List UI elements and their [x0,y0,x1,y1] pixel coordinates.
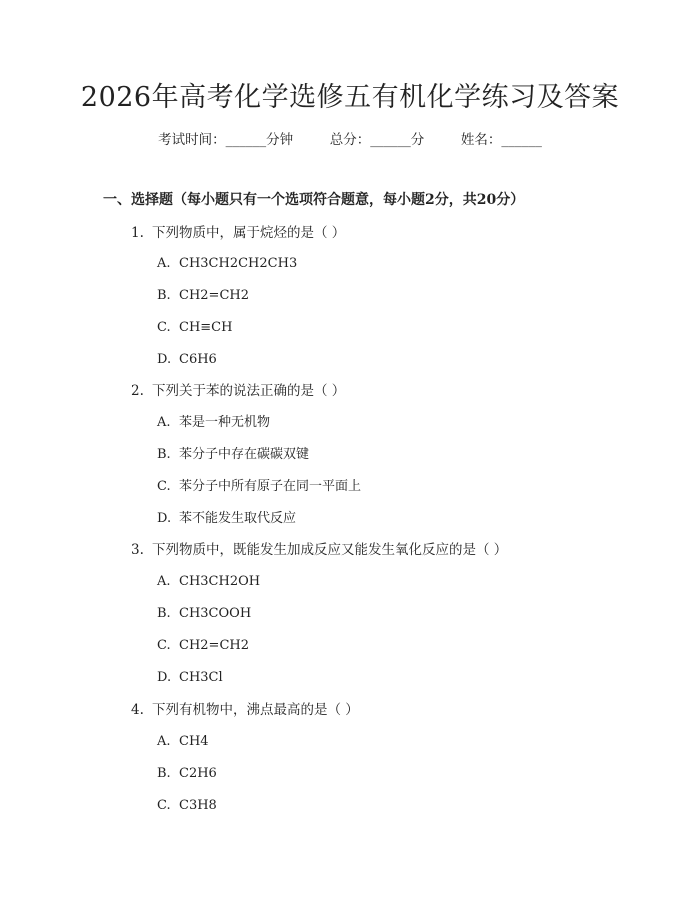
option-item [157,604,251,624]
option-item [157,445,309,465]
option-text: 苯是一种无机物 [179,415,271,430]
option-text: CH3COOH [179,606,252,621]
option-letter: D. [157,670,172,685]
option-letter: B. [157,766,171,781]
question-text: 下列物质中，既能发生加成反应又能发生氧化反应的是（ ） [152,542,508,558]
option-item [157,668,223,688]
option-item [157,764,217,784]
question-4 [131,700,359,720]
option-item [157,318,232,338]
score-unit: 分 [410,132,425,148]
option-letter: C. [157,638,171,653]
page-title: 2026年高考化学选修五有机化学练习及答案 [80,82,620,113]
question-text: 下列有机物中，沸点最高的是（ ） [152,702,359,718]
option-letter: B. [157,288,171,303]
option-letter: C. [157,479,171,494]
option-text: 苯分子中所有原子在同一平面上 [179,479,362,494]
option-letter: A. [157,415,171,430]
option-letter: B. [157,447,171,462]
question-text: 下列关于苯的说法正确的是（ ） [152,383,346,399]
score-blank: ______ [370,132,411,148]
option-text: C6H6 [179,352,217,367]
option-letter: A. [157,734,171,749]
option-letter: C. [157,320,171,335]
option-text: CH3CH2OH [179,574,261,589]
option-item [157,732,209,752]
name-label: 姓名： [460,132,502,148]
question-1 [131,223,345,243]
time-blank: ______ [225,132,267,148]
option-text: CH2=CH2 [179,288,250,303]
option-item [157,350,217,370]
option-letter: C. [157,798,171,813]
time-label: 考试时间： [158,132,226,148]
section-heading: 一、选择题（每小题只有一个选项符合题意，每小题2分，共20分） [103,192,525,208]
option-item [157,413,270,433]
question-number: 2. [131,383,144,399]
option-letter: D. [157,511,172,526]
option-letter: A. [157,256,171,271]
score-label: 总分： [329,132,371,148]
option-text: CH3CH2CH2CH3 [179,256,298,271]
option-item [157,477,361,497]
option-text: 苯不能发生取代反应 [179,511,297,526]
option-text: CH3Cl [179,670,223,685]
option-text: CH4 [179,734,209,749]
question-number: 1. [131,225,144,241]
option-item [157,636,249,656]
option-text: CH≡CH [179,320,233,335]
exam-meta-line [0,130,700,150]
question-3 [131,540,507,560]
option-item [157,796,217,816]
time-unit: 分钟 [266,132,294,148]
option-letter: D. [157,352,172,367]
option-text: CH2=CH2 [179,638,250,653]
question-2 [131,381,345,401]
question-number: 3. [131,542,144,558]
option-letter: A. [157,574,171,589]
option-letter: B. [157,606,171,621]
option-item [157,286,249,306]
option-text: 苯分子中存在碳碳双键 [179,447,310,462]
option-item [157,509,296,529]
option-text: C2H6 [179,766,217,781]
question-text: 下列物质中，属于烷烃的是（ ） [152,225,346,241]
option-item [157,254,297,274]
name-blank: ______ [501,132,542,148]
option-item [157,572,260,592]
question-number: 4. [131,702,144,718]
option-text: C3H8 [179,798,217,813]
